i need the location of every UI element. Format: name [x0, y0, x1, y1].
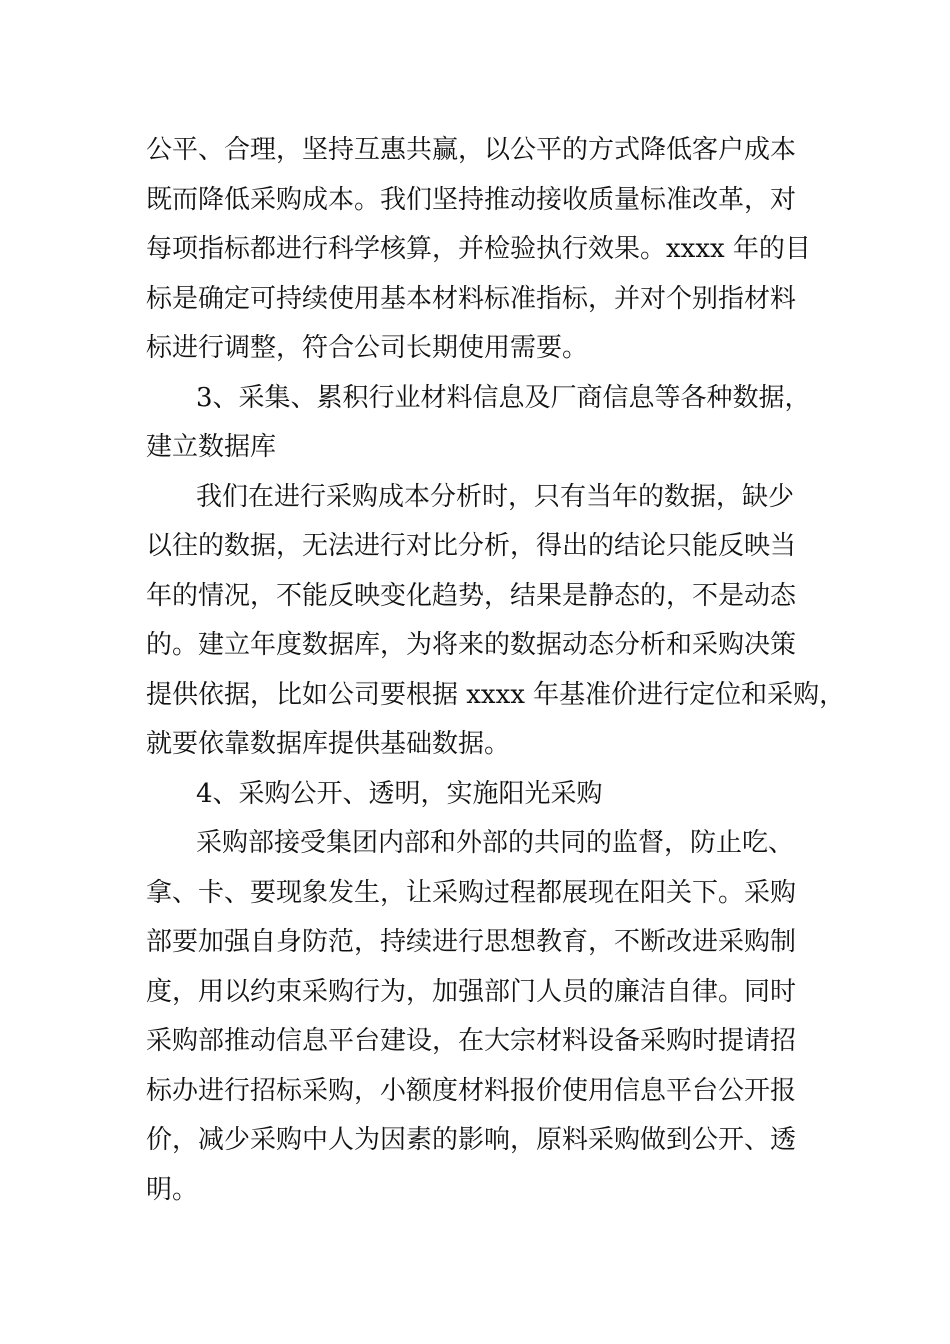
text-line: 标办进行招标采购，小额度材料报价使用信息平台公开报 [146, 1076, 797, 1106]
text-line: 标进行调整，符合公司长期使用需要。 [146, 333, 589, 363]
text-line: 既而降低采购成本。我们坚持推动接收质量标准改革，对 [146, 185, 797, 215]
text-line: 价，减少采购中人为因素的影响，原料采购做到公开、透 [146, 1125, 797, 1155]
section-heading: 3、采集、累积行业材料信息及厂商信息等各种数据， [196, 383, 811, 413]
text-line: 采购部推动信息平台建设，在大宗材料设备采购时提请招 [146, 1026, 797, 1056]
text-line: 我们在进行采购成本分析时，只有当年的数据，缺少 [196, 482, 795, 512]
text-line: 明。 [146, 1175, 199, 1205]
text-line: 拿、卡、要现象发生，让采购过程都展现在阳关下。采购 [146, 878, 797, 908]
text-line: 公平、合理，坚持互惠共赢，以公平的方式降低客户成本 [146, 135, 797, 165]
text-line: 部要加强自身防范，持续进行思想教育，不断改进采购制 [146, 927, 797, 957]
text-line: 年的情况，不能反映变化趋势，结果是静态的，不是动态 [146, 581, 797, 611]
text-line: 就要依靠数据库提供基础数据。 [146, 729, 511, 759]
section-heading-continued: 建立数据库 [146, 432, 277, 462]
text-line: 标是确定可持续使用基本材料标准指标，并对个别指材料 [146, 284, 797, 314]
section-heading: 4、采购公开、透明，实施阳光采购 [196, 779, 603, 809]
text-line: 采购部接受集团内部和外部的共同的监督，防止吃、 [196, 828, 795, 858]
text-line: 的。建立年度数据库，为将来的数据动态分析和采购决策 [146, 630, 797, 660]
text-line: 以往的数据，无法进行对比分析，得出的结论只能反映当 [146, 531, 797, 561]
text-line: 提供依据，比如公司要根据 xxxx 年基准价进行定位和采购， [146, 680, 846, 710]
text-line: 每项指标都进行科学核算，并检验执行效果。xxxx 年的目 [146, 234, 811, 264]
text-line: 度，用以约束采购行为，加强部门人员的廉洁自律。同时 [146, 977, 797, 1007]
